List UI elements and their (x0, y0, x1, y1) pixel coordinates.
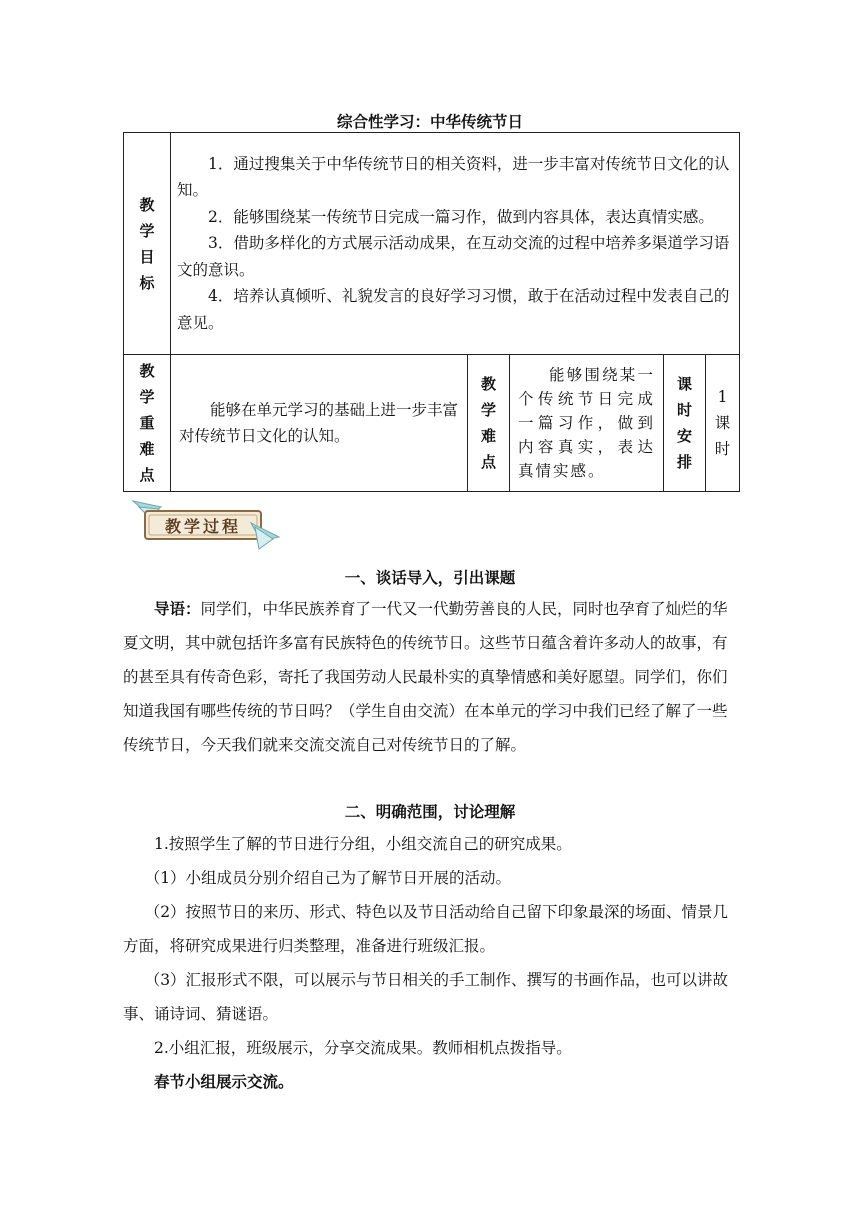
intro-label: 导语： (154, 600, 201, 618)
step-paragraph: （3）汇报形式不限，可以展示与节日相关的手工制作、撰写的书画作品，也可以讲故事、诵诗词、猜谜语。 (123, 971, 729, 1023)
key-points-label: 教 学 重 难 点 (124, 355, 171, 492)
step-paragraph: 2.小组汇报，班级展示，分享交流成果。教师相机点拨指导。 (154, 1039, 572, 1057)
step-paragraph: （2）按照节日的来历、形式、特色以及节日活动给自己留下印象最深的场面、情景几方面，将研究成果进行归类整理，准备进行班级汇报。 (123, 903, 729, 955)
goal-item: 2．能够围绕某一传统节日完成一篇习作，做到内容具体，表达真情实感。 (208, 207, 714, 226)
teaching-process-badge (131, 497, 281, 561)
step-paragraph: （1）小组成员分别介绍自己为了解节日开展的活动。 (144, 869, 512, 887)
goal-item: 3．借助多样化的方式展示活动成果，在互动交流的过程中培养多渠道学习语文的意识。 (177, 234, 730, 279)
goals-content (171, 133, 740, 355)
goal-item: 4．培养认真倾听、礼貌发言的良好学习习惯，敢于在活动过程中发表自己的意见。 (177, 287, 730, 332)
lesson-plan-table (123, 132, 740, 492)
hours-value: 1 课 时 (706, 355, 740, 492)
schedule-label: 课 时 安 排 (664, 355, 706, 492)
step-paragraph: 1.按照学生了解的节日进行分组，小组交流自己的研究成果。 (154, 835, 572, 853)
paper-plane-icon (131, 497, 281, 557)
spring-festival-heading: 春节小组展示交流。 (154, 1073, 294, 1091)
section2-heading: 二、明确范围，讨论理解 (344, 803, 516, 821)
difficulty-content: 能够围绕某一个传统节日完成一篇习作，做到内容真实，表达真情实感。 (510, 355, 664, 492)
key-points-row (124, 355, 740, 492)
intro-text: 同学们，中华民族养育了一代又一代勤劳善良的人民，同时也孕育了灿烂的华夏文明，其中就包括许多富有民族特色的传统节日。这些节日蕴含着许多动人的故事，有的甚至具有传奇色彩，寄托了我国劳动人民最朴实的真挚情感和美好愿望。同学们，你们知道我国有哪些传统的节日吗？（学生自由交流）在本单元的学习中我们已经了解了一些传统节日，今天我们就来交流交流自己对传统节日的了解。 (123, 600, 728, 754)
badge-text: 教学过程 (164, 517, 242, 536)
goals-row (124, 133, 740, 355)
section1-heading: 一、谈话导入，引出课题 (344, 569, 516, 587)
difficulty-label: 教 学 难 点 (468, 355, 510, 492)
intro-paragraph (123, 592, 737, 762)
goal-item: 1．通过搜集关于中华传统节日的相关资料，进一步丰富对传统节日文化的认知。 (177, 154, 730, 200)
key-points-content: 能够在单元学习的基础上进一步丰富对传统节日文化的认知。 (171, 355, 468, 492)
goals-label: 教 学 目 标 (124, 133, 171, 355)
document-title: 综合性学习：中华传统节日 (336, 113, 523, 131)
